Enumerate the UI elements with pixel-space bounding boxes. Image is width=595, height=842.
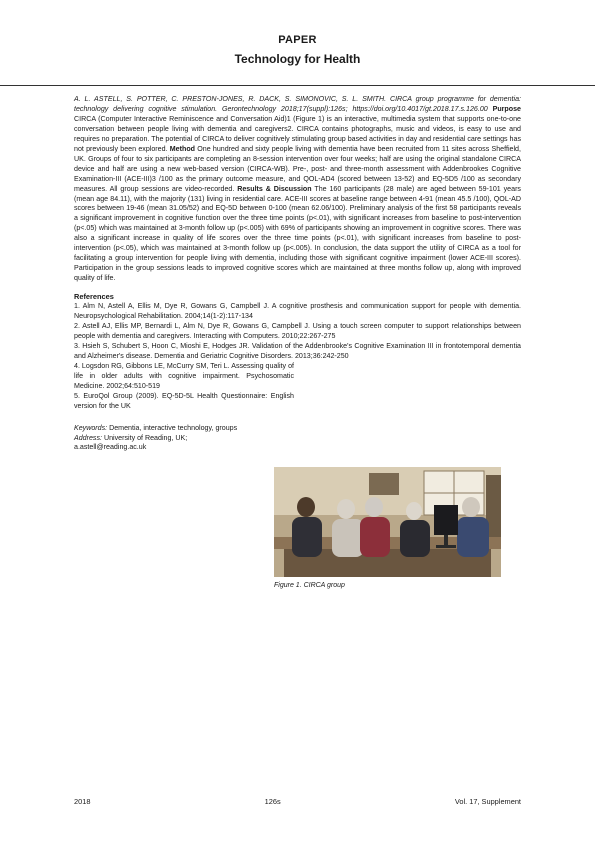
results-label: Results & Discussion (237, 184, 312, 193)
circa-group-photo (274, 467, 501, 577)
references-heading: References (74, 292, 114, 302)
method-label: Method (169, 144, 195, 153)
footer-year: 2018 (74, 797, 91, 806)
reference-item: 3. Hsieh S, Schubert S, Hoon C, Mioshi E, Hodges JR. Validation of the Addenbrooke's Cognitive Examination III in frontotemporal dementia and Alzheimer's disease. Dementia and Geriatric Cognitive Disorders. 2013;36:242-250 (74, 341, 521, 360)
purpose-label: Purpose (492, 104, 521, 113)
reference-item: 1. Alm N, Astell A, Ellis M, Dye R, Gowans G, Campbell J. A cognitive prosthesis and communication support for people with dementia. Neuropsychological Rehabilitation. 2004;14(1-2):117-134 (74, 302, 521, 321)
keywords-text: Dementia, interactive technology, groups (109, 423, 238, 432)
author-byline: A. L. ASTELL, S. POTTER, C. PRESTON-JONES, R. DACK, S. SIMONOVIC, S. L. SMITH. CIRCA group programme for dementia: technology delivering cognitive stimulation. (74, 95, 521, 113)
keywords-block (74, 424, 294, 454)
reference-item: 4. Logsdon RG, Gibbons LE, McCurry SM, Teri L. Assessing quality of life in older adults with cognitive impairment. Psychosomatic Medicine. 2002;64:510-519 (74, 361, 294, 390)
email-link[interactable]: a.astell@reading.ac.uk (74, 443, 147, 452)
page-footer (74, 797, 521, 806)
citation: Gerontechnology 2018;17(suppl):126s; https://doi.org/10.4017/gt.2018.17.s.126.00 (222, 104, 488, 113)
article-body (74, 95, 521, 589)
section-label: PAPER (278, 34, 317, 46)
figure-1 (274, 467, 501, 591)
address-text: University of Reading, UK; (103, 433, 188, 442)
method-text: One hundred and sixty people living with dementia have been recruited from 11 sites across Sheffield, UK. Groups of four to six participants are completing an 8-session intervention over four weeks; half are using the original standalone CIRCA device and half are using a new web-based version (CIRCA-WB). Pre-, post- and three-month assessment with Addenbrookes Cognitive Examination-III (ACE-III)3 /100 as the primary outcome measure, and QOL-AD4 (scored between 13-52) and EQ-5D5 /100 as secondary measures. All group sessions are video-recorded. (74, 144, 521, 193)
reference-item: 2. Astell AJ, Ellis MP, Bernardi L, Alm N, Dye R, Gowans G, Campbell J. Using a touch screen computer to support relationships between people with dementia and caregivers. Interacting with Computers. 2010;22:267-275 (74, 321, 521, 340)
footer-page-number: 126s (264, 797, 281, 806)
abstract (74, 95, 521, 284)
purpose-text: CIRCA (Computer Interactive Reminiscence and Conversation Aid)1 (Figure 1) is an interactive, multimedia system that supports one-to-one conversation between people living with dementia and caregivers2. CIRCA contains photographs, music and videos, is easy to use and requires no preparation. The potential of CIRCA to deliver cognitively stimulating group based activities in day and residential care settings has not previously been explored. (74, 114, 521, 153)
section-title: Technology for Health (234, 52, 361, 66)
figure-caption: Figure 1. CIRCA group (274, 582, 345, 589)
reference-item: 5. EuroQol Group (2009). EQ-5D-5L Health Questionnaire: English version for the UK (74, 391, 294, 410)
header-divider (0, 85, 595, 86)
results-text: The 160 participants (28 male) are aged between 59-101 years (mean age 84.11), with the majority (131) living in residential care. ACE-III scores at baseline range between 4-91 (mean 45.5 /100), QOL-AD scores between 19-46 (mean 31.05/52) and EQ-5D between 0-100 (mean 62.06/100). Preliminary analysis of the first 58 participants reveals a significant improvement in cognitive function over the three time points (p<.01), with significant increases from baseline to post-intervention (p<.05) which was maintained at 3-month follow up (p<.005) with 69% of participants showing an improvement in cognitive scores. There was also a significant increase in quality of life scores over the three time points (p<.01), with significant increases from baseline to post-intervention (p<.05), which was maintained at 3-month follow up (p<.005). In conclusion, the data support the utility of CIRCA as a tool for facilitating a group intervention for people living with dementia, including those with significant cognitive impairment (lower ACE-III scores). Participation in the group sessions leads to improved cognitive scores which are maintained at three months follow up, along with improved quality of life. (74, 184, 521, 283)
left-column (74, 362, 294, 454)
page-header (0, 34, 595, 66)
footer-volume: Vol. 17, Supplement (454, 797, 521, 806)
keywords-label: Keywords: (74, 423, 108, 432)
address-label: Address: (74, 433, 102, 442)
